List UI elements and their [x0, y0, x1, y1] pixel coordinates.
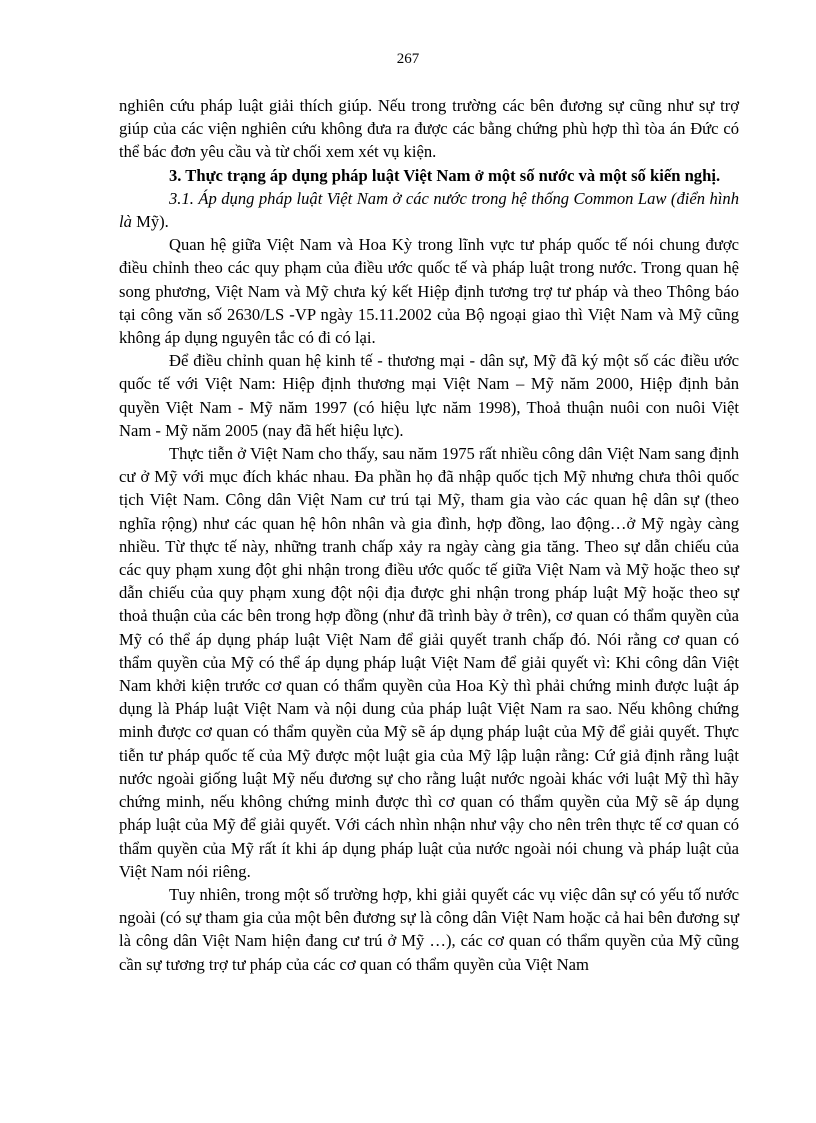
- paragraph-continuation: nghiên cứu pháp luật giải thích giúp. Nếu trong trường các bên đương sự cũng như sự trợ giúp của các viện nghiên cứu không đưa ra được các bằng chứng phù hợp thì tòa án Đức có thể bác đơn yêu cầu và từ chối xem xét vụ kiện.: [119, 96, 739, 162]
- subsection-heading: [119, 187, 739, 233]
- document-body: [119, 94, 739, 976]
- paragraph: Tuy nhiên, trong một số trường hợp, khi giải quyết các vụ việc dân sự có yếu tố nước ngoài (có sự tham gia của một bên đương sự là công dân Việt Nam hoặc cả hai bên đương sự là công dân Việt Nam hiện đang cư trú ở Mỹ …), các cơ quan có thẩm quyền của Mỹ cũng cần sự tương trợ tư pháp của các cơ quan có thẩm quyền của Việt Nam: [119, 884, 739, 974]
- paragraph: Quan hệ giữa Việt Nam và Hoa Kỳ trong lĩnh vực tư pháp quốc tế nói chung được điều chỉnh theo các quy phạm của điều ước quốc tế và pháp luật trong nước. Trong quan hệ song phương, Việt Nam và Mỹ chưa ký kết Hiệp định tương trợ tư pháp và theo Thông báo tại công văn số 2630/LS -VP ngày 15.11.2002 của Bộ ngoại giao thì Việt Nam và Mỹ cũng không áp dụng nguyên tắc có đi có lại.: [119, 235, 739, 348]
- paragraph: Để điều chỉnh quan hệ kinh tế - thương mại - dân sự, Mỹ đã ký một số các điều ước quốc tế với Việt Nam: Hiệp định thương mại Việt Nam – Mỹ năm 2000, Hiệp định bản quyền Việt Nam - Mỹ năm 1997 (có hiệu lực năm 1998), Thoả thuận nuôi con nuôi Việt Nam - Mỹ năm 2005 (nay đã hết hiệu lực).: [119, 351, 739, 440]
- section-heading: 3. Thực trạng áp dụng pháp luật Việt Nam ở một số nước và một số kiến nghị.: [169, 165, 721, 185]
- page-number: 267: [396, 51, 420, 67]
- paragraph: Thực tiễn ở Việt Nam cho thấy, sau năm 1975 rất nhiều công dân Việt Nam sang định cư ở Mỹ với mục đích khác nhau. Đa phần họ đã nhập quốc tịch Mỹ nhưng chưa thôi quốc tịch Việt Nam. Công dân Việt Nam cư trú tại Mỹ, tham gia vào các quan hệ dân sự (theo nghĩa rộng) như các quan hệ hôn nhân và gia đình, hợp đồng, lao động…ở Mỹ ngày càng nhiều. Từ thực tế này, những tranh chấp xảy ra ngày càng gia tăng. Theo sự dẫn chiếu của các quy phạm xung đột ghi nhận trong điều ước quốc tế giữa Việt Nam và Mỹ hoặc theo sự dẫn chiếu của quy phạm xung đột nội địa được ghi nhận trong pháp luật Mỹ hoặc theo sự thoả thuận của các bên trong hợp đồng (như đã trình bày ở trên), cơ quan có thẩm quyền của Mỹ có thể áp dụng pháp luật Việt Nam để giải quyết tranh chấp đó. Nói rằng cơ quan có thẩm quyền của Mỹ có thể áp dụng pháp luật Việt Nam để giải quyết vì: Khi công dân Việt Nam khởi kiện trước cơ quan có thẩm quyền của Hoa Kỳ thì phải chứng minh được luật áp dụng là Pháp luật Việt Nam và nội dung của pháp luật Việt Nam ra sao. Nếu không chứng minh được cơ quan có thẩm quyền của Mỹ sẽ áp dụng pháp luật của Mỹ để giải quyết. Thực tiễn tư pháp quốc tế của Mỹ được một luật gia của Mỹ lập luận rằng: Cứ giả định rằng luật nước ngoài giống luật Mỹ nếu đương sự cho rằng luật nước ngoài khác với luật Mỹ thì hãy chứng minh, nếu không chứng minh được thì cơ quan có thẩm quyền của Mỹ sẽ áp dụng pháp luật của Mỹ để giải quyết. Với cách nhìn nhận như vậy cho nên trên thực tế cơ quan có thẩm quyền của Mỹ rất ít khi áp dụng pháp luật của nước ngoài nói chung và pháp luật của Việt Nam nói riêng.: [119, 444, 739, 881]
- subsection-heading-tail: Mỹ).: [136, 212, 169, 232]
- subsection-heading-text: 3.1. Áp dụng pháp luật Việt Nam ở các nước trong hệ thống Common Law (điển hình là: [119, 188, 739, 232]
